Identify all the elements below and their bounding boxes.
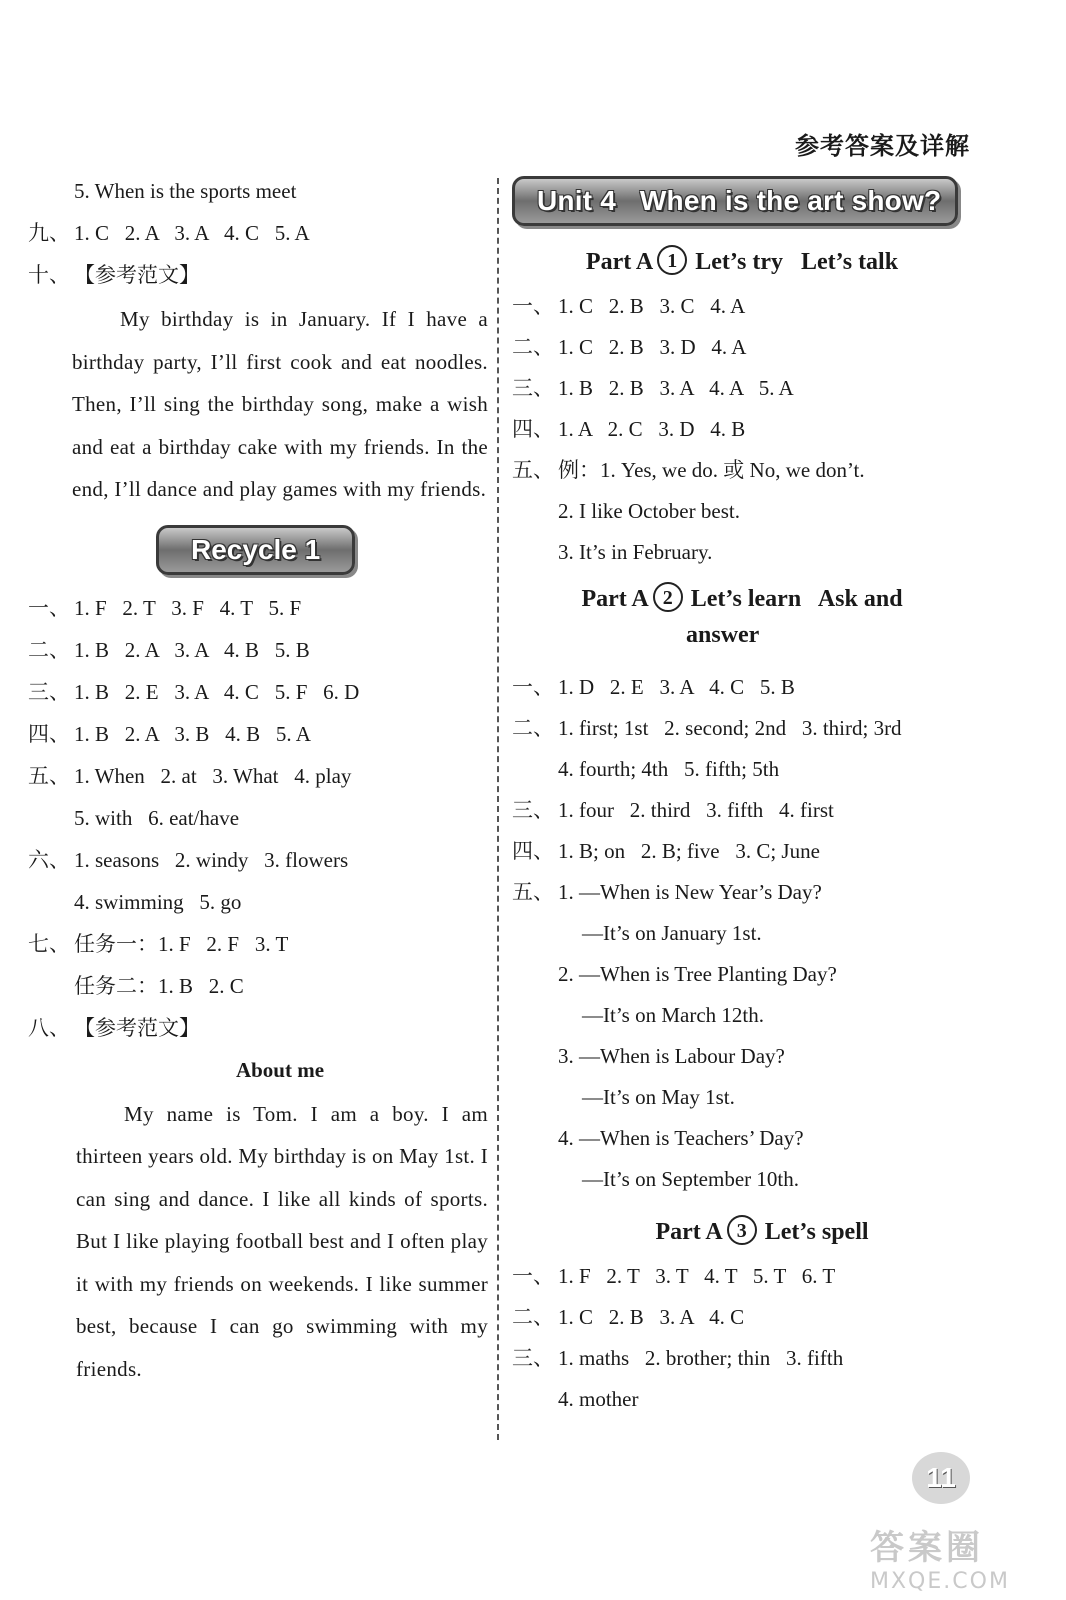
question-number: 六、 bbox=[28, 847, 70, 872]
answer-line bbox=[28, 965, 488, 1007]
question-number: 四、 bbox=[28, 721, 70, 746]
answer-text: 1. B 2. A 3. A 4. B 5. B bbox=[74, 637, 310, 662]
question-number: 四、 bbox=[512, 417, 554, 441]
answer-text: 1. F 2. T 3. T 4. T 5. T 6. T bbox=[558, 1264, 836, 1288]
answer-text: 1. D 2. E 3. A 4. C 5. B bbox=[558, 675, 795, 699]
answer-text: 2. I like October best. bbox=[558, 499, 740, 523]
answer-text: 1. B 2. E 3. A 4. C 5. F 6. D bbox=[74, 679, 360, 704]
question-number: 二、 bbox=[512, 335, 554, 359]
essay-paragraph: My birthday is in January. If I have a birthday party, I’ll first cook and eat noodles. Then, I’ll sing the birthday song, make a wish and eat a birthday cake with my friends. In the end, I’ll dance and play games with my friends. bbox=[72, 307, 488, 501]
circled-number: 3 bbox=[727, 1215, 757, 1245]
question-number: 一、 bbox=[512, 675, 554, 699]
essay-title: About me bbox=[235, 1057, 325, 1082]
answer-line: 5. When is the sports meet bbox=[74, 179, 297, 203]
answer-line bbox=[28, 881, 488, 923]
answer-line bbox=[512, 1159, 972, 1200]
answer-line bbox=[512, 749, 972, 790]
answer-line bbox=[28, 1007, 488, 1049]
question-number: 三、 bbox=[512, 1346, 554, 1370]
answer-line bbox=[512, 450, 972, 491]
answer-line bbox=[512, 872, 972, 913]
answer-line bbox=[512, 1118, 972, 1159]
answer-text: 3. —When is Labour Day? bbox=[558, 1044, 785, 1068]
answer-line bbox=[512, 995, 972, 1036]
question-number: 三、 bbox=[512, 798, 554, 822]
answer-line bbox=[28, 713, 488, 755]
answer-text: 4. mother bbox=[558, 1387, 639, 1411]
answer-text: 1. C 2. B 3. D 4. A bbox=[558, 335, 747, 359]
answer-text: 【参考范文】 bbox=[74, 1015, 200, 1040]
answer-text: 1. four 2. third 3. fifth 4. first bbox=[558, 798, 834, 822]
answer-line bbox=[28, 629, 488, 671]
recycle-title: Recycle 1 bbox=[156, 525, 355, 575]
answer-line bbox=[28, 755, 488, 797]
answer-text: 1. When 2. at 3. What 4. play bbox=[74, 763, 352, 788]
answer-line bbox=[512, 913, 972, 954]
answer-line bbox=[512, 286, 972, 327]
answer-line bbox=[28, 671, 488, 713]
question-number: 三、 bbox=[512, 376, 554, 400]
page-number: 11 bbox=[912, 1452, 970, 1504]
answer-line bbox=[512, 790, 972, 831]
question-number: 一、 bbox=[512, 1264, 554, 1288]
answer-text: 例：1. Yes, we do. 或 No, we don’t. bbox=[558, 458, 865, 482]
question-number: 二、 bbox=[512, 716, 554, 740]
answer-text: —It’s on May 1st. bbox=[582, 1085, 735, 1109]
watermark-logo: 答案圈 MXQE.COM bbox=[870, 1528, 1010, 1594]
answer-text: —It’s on January 1st. bbox=[582, 921, 762, 945]
answer-line bbox=[512, 491, 972, 532]
answer-text: 1. F 2. T 3. F 4. T 5. F bbox=[74, 595, 302, 620]
question-number: 一、 bbox=[28, 595, 70, 620]
column-divider bbox=[497, 178, 499, 1440]
question-number: 五、 bbox=[512, 880, 554, 904]
answer-line bbox=[512, 1077, 972, 1118]
part-title: Part A 2 Let’s learn Ask and bbox=[512, 581, 972, 617]
answer-line bbox=[28, 587, 488, 629]
question-number: 七、 bbox=[28, 931, 70, 956]
question-number: 三、 bbox=[28, 679, 70, 704]
answer-text: 任务二：1. B 2. C bbox=[74, 973, 244, 998]
answer-line bbox=[512, 327, 972, 368]
answer-line bbox=[512, 831, 972, 872]
question-number: 五、 bbox=[512, 458, 554, 482]
answer-line bbox=[512, 954, 972, 995]
question-number: 八、 bbox=[28, 1015, 70, 1040]
answer-line bbox=[512, 1379, 972, 1420]
answer-text: 1. B; on 2. B; five 3. C; June bbox=[558, 839, 820, 863]
recycle-banner bbox=[28, 525, 488, 575]
left-column bbox=[28, 170, 488, 1390]
essay-paragraph: My name is Tom. I am a boy. I am thirteen years old. My birthday is on May 1st. I can sing and dance. I like all kinds of sports. But I like playing football best and I often play it with my friends on weekends. I like summer best, because I can go swimming with my friends. bbox=[76, 1101, 488, 1381]
answer-text: 1. C 2. B 3. A 4. C bbox=[558, 1305, 745, 1329]
page-header: 参考答案及详解 bbox=[795, 131, 970, 160]
answer-text: 4. swimming 5. go bbox=[74, 889, 242, 914]
answer-text: 3. It’s in February. bbox=[558, 540, 713, 564]
circled-number: 1 bbox=[657, 245, 687, 275]
answer-text: 任务一：1. F 2. F 3. T bbox=[74, 931, 289, 956]
answer-line bbox=[512, 532, 972, 573]
answer-text: —It’s on September 10th. bbox=[582, 1167, 799, 1191]
answer-line bbox=[512, 1256, 972, 1297]
question-number: 一、 bbox=[512, 294, 554, 318]
answer-line bbox=[28, 797, 488, 839]
answer-text: 1. B 2. A 3. B 4. B 5. A bbox=[74, 721, 311, 746]
answer-text: 4. —When is Teachers’ Day? bbox=[558, 1126, 804, 1150]
part-title: Part A 3 Let’s spell bbox=[512, 1208, 972, 1256]
answer-line bbox=[28, 923, 488, 965]
answer-text: 1. A 2. C 3. D 4. B bbox=[558, 417, 746, 441]
part-title: Part A 1 Let’s try Let’s talk bbox=[512, 238, 972, 286]
answer-line bbox=[512, 1036, 972, 1077]
answer-line: 十、 【参考范文】 bbox=[28, 263, 200, 287]
question-number: 二、 bbox=[512, 1305, 554, 1329]
circled-number: 2 bbox=[653, 582, 683, 612]
question-number: 二、 bbox=[28, 637, 70, 662]
answer-text: 1. first; 1st 2. second; 2nd 3. third; 3rd bbox=[558, 716, 902, 740]
answer-text: —It’s on March 12th. bbox=[582, 1003, 764, 1027]
answer-text: 5. with 6. eat/have bbox=[74, 805, 240, 830]
question-number: 四、 bbox=[512, 839, 554, 863]
part-title-continued: answer bbox=[686, 622, 760, 648]
answer-line bbox=[512, 409, 972, 450]
answer-text: 2. —When is Tree Planting Day? bbox=[558, 962, 837, 986]
answer-line bbox=[512, 1338, 972, 1379]
question-number: 五、 bbox=[28, 763, 70, 788]
right-column bbox=[512, 176, 972, 1420]
answer-line bbox=[28, 839, 488, 881]
answer-line bbox=[512, 667, 972, 708]
answer-line bbox=[512, 1297, 972, 1338]
answer-line bbox=[512, 368, 972, 409]
answer-text: 1. B 2. B 3. A 4. A 5. A bbox=[558, 376, 794, 400]
answer-text: 1. maths 2. brother; thin 3. fifth bbox=[558, 1346, 844, 1370]
answer-line: 九、 1. C 2. A 3. A 4. C 5. A bbox=[28, 221, 310, 245]
answer-text: 4. fourth; 4th 5. fifth; 5th bbox=[558, 757, 780, 781]
answer-text: 1. —When is New Year’s Day? bbox=[558, 880, 822, 904]
answer-text: 1. seasons 2. windy 3. flowers bbox=[74, 847, 349, 872]
unit-title: Unit 4 When is the art show? bbox=[512, 176, 958, 226]
answer-text: 1. C 2. B 3. C 4. A bbox=[558, 294, 746, 318]
answer-line bbox=[512, 708, 972, 749]
